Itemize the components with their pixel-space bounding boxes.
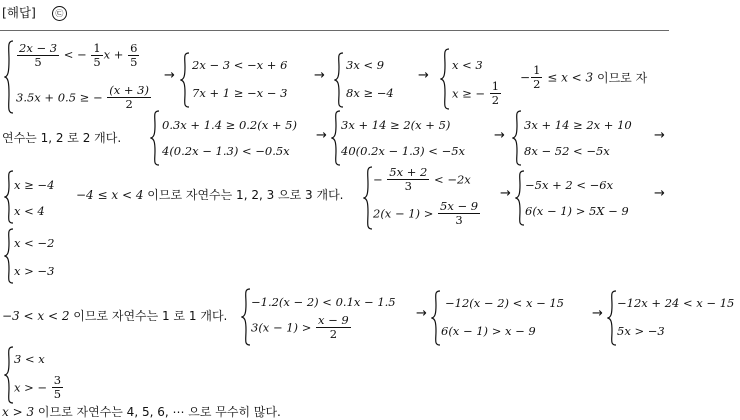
- answer-mark: ㉢: [52, 6, 67, 21]
- system-1-original: $\frac{2x - 3}{5}$ < − $\frac{1}{5}$ x + $\frac{6}{5}$ 3.5x + 0.5 ≥ − $\frac{(x + 3)}{2}$: [4, 40, 154, 114]
- system-4-original: −1.2(x − 2) < 0.1x − 1.5 3(x − 1) > $\frac{x - 9}{2}$: [241, 288, 411, 346]
- row3-conclusion: −4 ≤ x < 4 이므로 자연수는 1, 2, 3 으로 3 개다.: [76, 188, 344, 202]
- arrow: →: [500, 186, 511, 201]
- arrow: →: [494, 128, 505, 143]
- system-2-step-1: 3x + 14 ≥ 2(x + 5) 40(0.2x − 1.3) < −5x: [331, 110, 491, 166]
- left-brace-icon: [512, 110, 522, 166]
- arrow: →: [592, 306, 603, 321]
- left-brace-icon: [150, 110, 160, 166]
- arrow: →: [314, 68, 325, 83]
- system-1-step-1: 2x − 3 < −x + 6 7x + 1 ≥ −x − 3: [180, 52, 310, 108]
- row1-conclusion-continued: 연수는 1, 2 로 2 개다.: [2, 131, 122, 145]
- left-brace-icon: [241, 288, 251, 346]
- system-1-step-2: 3x < 9 8x ≥ −4: [334, 52, 414, 108]
- left-brace-icon: [4, 170, 14, 224]
- arrow: →: [416, 306, 427, 321]
- answer-header: [2, 3, 67, 21]
- left-brace-icon: [440, 48, 450, 110]
- left-brace-icon: [331, 110, 341, 166]
- left-brace-icon: [363, 166, 373, 230]
- system-4-step-3: 3 < x x > − $\frac{3}{5}$: [4, 346, 74, 404]
- divider: [0, 30, 669, 31]
- arrow: →: [316, 128, 327, 143]
- system-4-step-1: −12(x − 2) < x − 15 6(x − 1) > x − 9: [431, 290, 581, 346]
- arrow: →: [654, 128, 665, 143]
- system-4-step-2: −12x + 24 < x − 15 5x > −3: [607, 290, 739, 346]
- row1-conclusion: − $\frac{1}{2}$ ≤ x < 3 이므로 자: [520, 63, 648, 91]
- row4-conclusion: −3 < x < 2 이므로 자연수는 1 로 1 개다.: [2, 309, 228, 323]
- system-1-step-3: x < 3 x ≥ − $\frac{1}{2}$: [440, 48, 510, 110]
- system-2-step-2: 3x + 14 ≥ 2x + 10 8x − 52 < −5x: [512, 110, 662, 166]
- arrow: →: [164, 68, 175, 83]
- left-brace-icon: [431, 290, 441, 346]
- system-2-original: 0.3x + 1.4 ≥ 0.2(x + 5) 4(0.2x − 1.3) < −0.5x: [150, 110, 310, 166]
- answer-label: [해답]: [2, 5, 36, 20]
- system-2-step-3: x ≥ −4 x < 4: [4, 170, 74, 224]
- left-brace-icon: [4, 346, 14, 404]
- final-conclusion: x > 3 이므로 자연수는 4, 5, 6, ⋯ 으로 무수히 많다.: [2, 405, 281, 419]
- system-3-original: − $\frac{5x + 2}{3}$ < −2x 2(x − 1) > $\frac{5x - 9}{3}$: [363, 166, 498, 230]
- left-brace-icon: [515, 170, 525, 226]
- left-brace-icon: [180, 52, 190, 108]
- left-brace-icon: [607, 290, 617, 346]
- left-brace-icon: [4, 40, 14, 114]
- left-brace-icon: [4, 228, 14, 284]
- system-3-step-1: −5x + 2 < −6x 6(x − 1) > 5X − 9: [515, 170, 650, 226]
- left-brace-icon: [334, 52, 344, 108]
- arrow: →: [418, 68, 429, 83]
- arrow: →: [654, 186, 665, 201]
- system-3-step-2: x < −2 x > −3: [4, 228, 74, 284]
